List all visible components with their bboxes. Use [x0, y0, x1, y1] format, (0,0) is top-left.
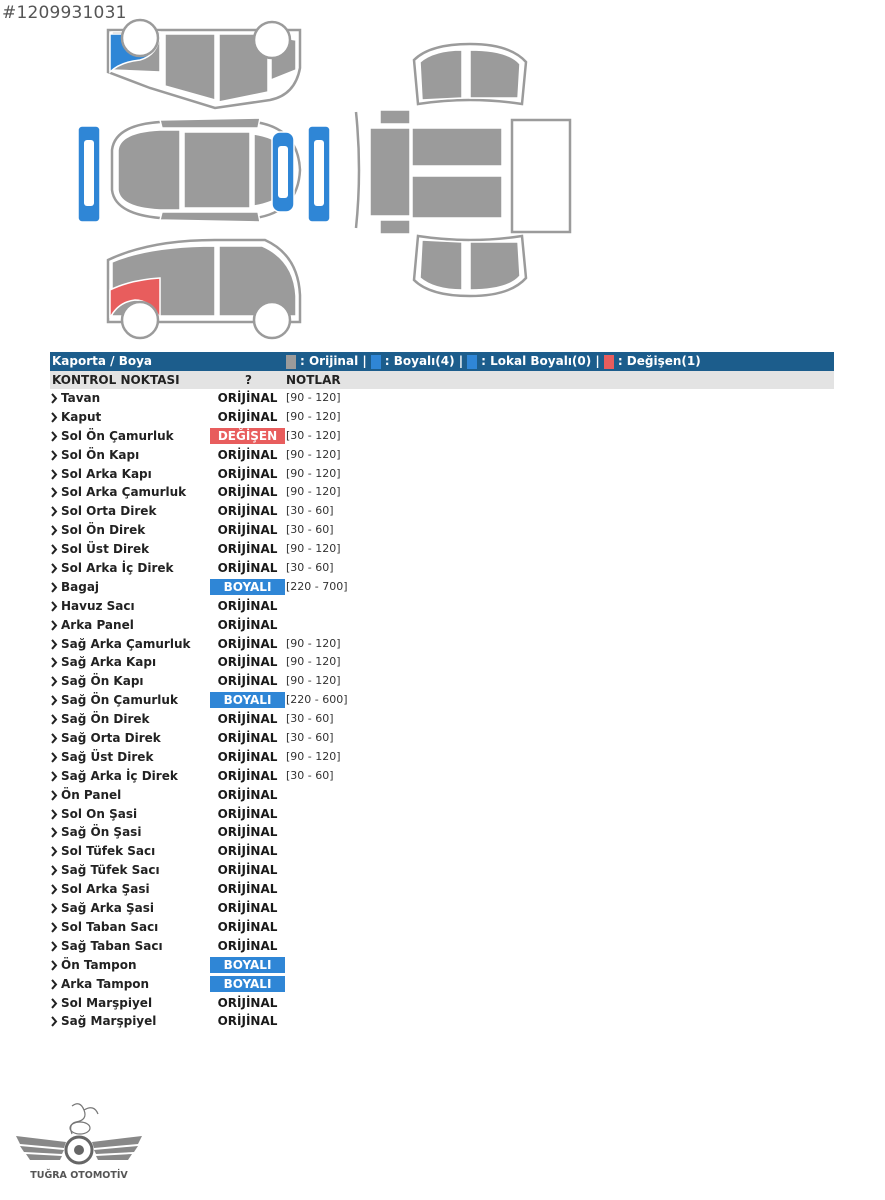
row-part-name: Sağ Ön Kapı	[61, 674, 144, 689]
row-status-badge: ORİJİNAL	[217, 806, 278, 821]
row-part-name: Sol Arka Kapı	[61, 466, 152, 481]
chevron-right-icon	[50, 578, 60, 597]
row-part-name: Sağ Marşpiyel	[61, 1014, 157, 1029]
top-view	[78, 118, 330, 222]
chevron-right-icon	[50, 521, 60, 540]
row-note: [90 - 120]	[286, 485, 341, 499]
logo-text: TUĞRA OTOMOTİV	[30, 1170, 128, 1181]
row-status-badge: BOYALI	[210, 579, 285, 595]
row-part-name: Arka Panel	[61, 617, 134, 632]
chevron-right-icon	[50, 616, 60, 635]
table-header	[50, 352, 834, 371]
inspection-row	[50, 465, 834, 484]
chevron-right-icon	[50, 691, 60, 710]
row-status-badge: ORİJİNAL	[217, 466, 278, 481]
inspection-row	[50, 635, 834, 654]
row-part-name: Sol Taban Sacı	[61, 919, 159, 934]
row-note: [30 - 60]	[286, 523, 334, 537]
row-status-badge: BOYALI	[210, 976, 285, 992]
row-status-badge: ORİJİNAL	[217, 863, 278, 878]
legend-swatch	[286, 355, 296, 369]
legend-label: : Orijinal |	[300, 354, 367, 368]
inspection-row	[50, 880, 834, 899]
bottom-side-view	[108, 240, 300, 338]
row-status-badge: ORİJİNAL	[217, 731, 278, 746]
row-part-name: Sağ Orta Direk	[61, 731, 161, 746]
row-status-badge: ORİJİNAL	[217, 485, 278, 500]
legend-swatch	[371, 355, 381, 369]
row-status-badge: ORİJİNAL	[217, 712, 278, 727]
inspection-row	[50, 861, 834, 880]
row-status-badge: ORİJİNAL	[217, 919, 278, 934]
row-note: [90 - 120]	[286, 636, 341, 650]
row-status-badge: ORİJİNAL	[217, 1014, 278, 1029]
inspection-row	[50, 710, 834, 729]
legend-swatch	[604, 355, 614, 369]
chevron-right-icon	[50, 937, 60, 956]
row-part-name: Sağ Taban Sacı	[61, 938, 163, 953]
row-status-badge: ORİJİNAL	[217, 542, 278, 557]
chevron-right-icon	[50, 446, 60, 465]
chevron-right-icon	[50, 710, 60, 729]
chevron-right-icon	[50, 729, 60, 748]
inspection-row	[50, 483, 834, 502]
row-note: [220 - 600]	[286, 693, 348, 707]
inspection-row	[50, 1012, 834, 1031]
chevron-right-icon	[50, 767, 60, 786]
inspection-row	[50, 559, 834, 578]
row-part-name: Sol Arka İç Direk	[61, 561, 174, 576]
chevron-right-icon	[50, 483, 60, 502]
row-part-name: Sağ Ön Direk	[61, 712, 150, 727]
row-part-name: Sol Tüfek Sacı	[61, 844, 156, 859]
row-status-badge: ORİJİNAL	[217, 409, 278, 424]
row-part-name: Sağ Arka Şasi	[61, 901, 154, 916]
col-kontrol-noktasi: KONTROL NOKTASI	[52, 373, 180, 387]
row-part-name: Sol Arka Çamurluk	[61, 485, 187, 500]
row-part-name: Sol On Şasi	[61, 806, 138, 821]
chevron-right-icon	[50, 672, 60, 691]
row-status-badge: ORİJİNAL	[217, 504, 278, 519]
row-note: [220 - 700]	[286, 579, 348, 593]
row-note: [90 - 120]	[286, 655, 341, 669]
row-note: [90 - 120]	[286, 542, 341, 556]
row-part-name: Tavan	[61, 391, 101, 405]
row-part-name: Ön Tampon	[61, 957, 137, 972]
inspection-row	[50, 446, 834, 465]
row-note: [30 - 60]	[286, 504, 334, 518]
row-part-name: Sağ Ön Çamurluk	[61, 693, 178, 708]
row-part-name: Sol Ön Kapı	[61, 447, 140, 462]
top-side-view	[108, 20, 300, 108]
chevron-right-icon	[50, 540, 60, 559]
inspection-row	[50, 767, 834, 786]
chevron-right-icon	[50, 465, 60, 484]
row-part-name: Arka Tampon	[61, 976, 150, 991]
chevron-right-icon	[50, 748, 60, 767]
inspection-row	[50, 672, 834, 691]
car-damage-diagram	[0, 0, 600, 340]
inspection-row	[50, 899, 834, 918]
chevron-right-icon	[50, 956, 60, 975]
row-note: [90 - 120]	[286, 674, 341, 688]
row-status-badge: ORİJİNAL	[217, 561, 278, 576]
inspection-row	[50, 691, 834, 710]
row-status-badge: ORİJİNAL	[217, 447, 278, 462]
row-status-badge: ORİJİNAL	[217, 598, 278, 613]
row-part-name: Sağ Üst Direk	[61, 749, 154, 764]
row-note: [30 - 60]	[286, 768, 334, 782]
chevron-right-icon	[50, 653, 60, 672]
row-note: [90 - 120]	[286, 409, 341, 423]
chevron-right-icon	[50, 899, 60, 918]
row-status-badge: ORİJİNAL	[217, 391, 278, 405]
inspection-row	[50, 994, 834, 1013]
listing-id: #1209931031	[2, 3, 127, 23]
row-note: [30 - 60]	[286, 712, 334, 726]
row-status-badge: ORİJİNAL	[217, 523, 278, 538]
row-note: [90 - 120]	[286, 749, 341, 763]
column-header-row	[50, 371, 834, 389]
inspection-row	[50, 729, 834, 748]
inspection-row	[50, 786, 834, 805]
inspection-rows	[50, 389, 834, 1031]
row-part-name: Bagaj	[61, 579, 100, 594]
chevron-right-icon	[50, 823, 60, 842]
chevron-right-icon	[50, 408, 60, 427]
row-status-badge: ORİJİNAL	[217, 787, 278, 802]
chevron-right-icon	[50, 427, 60, 446]
row-status-badge: DEĞİŞEN	[210, 428, 285, 444]
row-status-badge: ORİJİNAL	[217, 655, 278, 670]
chevron-right-icon	[50, 1012, 60, 1031]
chevron-right-icon	[50, 502, 60, 521]
row-part-name: Sol Ön Direk	[61, 523, 146, 538]
row-part-name: Havuz Sacı	[61, 598, 135, 613]
legend-label: : Değişen(1)	[617, 354, 701, 368]
chevron-right-icon	[50, 559, 60, 578]
inspection-row	[50, 578, 834, 597]
row-part-name: Sol Orta Direk	[61, 504, 157, 519]
row-note: [90 - 120]	[286, 466, 341, 480]
row-status-badge: ORİJİNAL	[217, 938, 278, 953]
row-status-badge: ORİJİNAL	[217, 636, 278, 651]
row-status-badge: ORİJİNAL	[217, 674, 278, 689]
row-status-badge: ORİJİNAL	[217, 768, 278, 783]
chevron-right-icon	[50, 597, 60, 616]
row-part-name: Sağ Arka Kapı	[61, 655, 157, 670]
col-status: ?	[245, 373, 252, 387]
row-status-badge: BOYALI	[210, 692, 285, 708]
inspection-row	[50, 805, 834, 824]
row-part-name: Sağ Arka İç Direk	[61, 768, 178, 783]
row-status-badge: ORİJİNAL	[217, 617, 278, 632]
tugra-otomotiv-logo	[14, 1098, 144, 1184]
chevron-right-icon	[50, 842, 60, 861]
col-notlar: NOTLAR	[286, 373, 341, 387]
inspection-row	[50, 823, 834, 842]
chevron-right-icon	[50, 861, 60, 880]
row-part-name: Kaput	[61, 409, 102, 424]
inspection-row	[50, 653, 834, 672]
inspection-row	[50, 842, 834, 861]
row-note: [90 - 120]	[286, 447, 341, 461]
row-part-name: Sol Arka Şasi	[61, 882, 150, 897]
legend-swatch	[467, 355, 477, 369]
inspection-row	[50, 616, 834, 635]
legend-label: : Lokal Boyalı(0) |	[481, 354, 600, 368]
kaporta-boya-table	[50, 352, 834, 1031]
row-status-badge: ORİJİNAL	[217, 901, 278, 916]
inspection-row	[50, 408, 834, 427]
inspection-row	[50, 748, 834, 767]
inspection-row	[50, 502, 834, 521]
legend-label: : Boyalı(4) |	[384, 354, 464, 368]
chevron-right-icon	[50, 389, 60, 408]
table-title: Kaporta / Boya	[52, 354, 153, 368]
inspection-row	[50, 937, 834, 956]
row-status-badge: ORİJİNAL	[217, 995, 278, 1010]
inspection-row	[50, 597, 834, 616]
row-status-badge: ORİJİNAL	[217, 749, 278, 764]
chevron-right-icon	[50, 918, 60, 937]
exploded-view	[356, 44, 570, 296]
row-note: [90 - 120]	[286, 391, 341, 404]
row-note: [30 - 120]	[286, 428, 341, 442]
row-part-name: Sol Üst Direk	[61, 542, 150, 557]
inspection-row	[50, 918, 834, 937]
row-note: [30 - 60]	[286, 561, 334, 575]
chevron-right-icon	[50, 880, 60, 899]
chevron-right-icon	[50, 786, 60, 805]
inspection-row	[50, 975, 834, 994]
inspection-row	[50, 956, 834, 975]
row-part-name: Sağ Arka Çamurluk	[61, 636, 191, 651]
chevron-right-icon	[50, 975, 60, 994]
chevron-right-icon	[50, 805, 60, 824]
row-part-name: Sol Ön Çamurluk	[61, 428, 174, 443]
row-status-badge: BOYALI	[210, 957, 285, 973]
inspection-row	[50, 427, 834, 446]
row-part-name: Sol Marşpiyel	[61, 995, 153, 1010]
inspection-row	[50, 521, 834, 540]
row-part-name: Ön Panel	[61, 787, 122, 802]
legend	[286, 352, 701, 371]
row-part-name: Sağ Tüfek Sacı	[61, 863, 160, 878]
row-note: [30 - 60]	[286, 731, 334, 745]
row-status-badge: ORİJİNAL	[217, 825, 278, 840]
inspection-row	[50, 389, 834, 408]
chevron-right-icon	[50, 994, 60, 1013]
chevron-right-icon	[50, 635, 60, 654]
row-part-name: Sağ Ön Şasi	[61, 825, 142, 840]
inspection-row	[50, 540, 834, 559]
row-status-badge: ORİJİNAL	[217, 844, 278, 859]
row-status-badge: ORİJİNAL	[217, 882, 278, 897]
